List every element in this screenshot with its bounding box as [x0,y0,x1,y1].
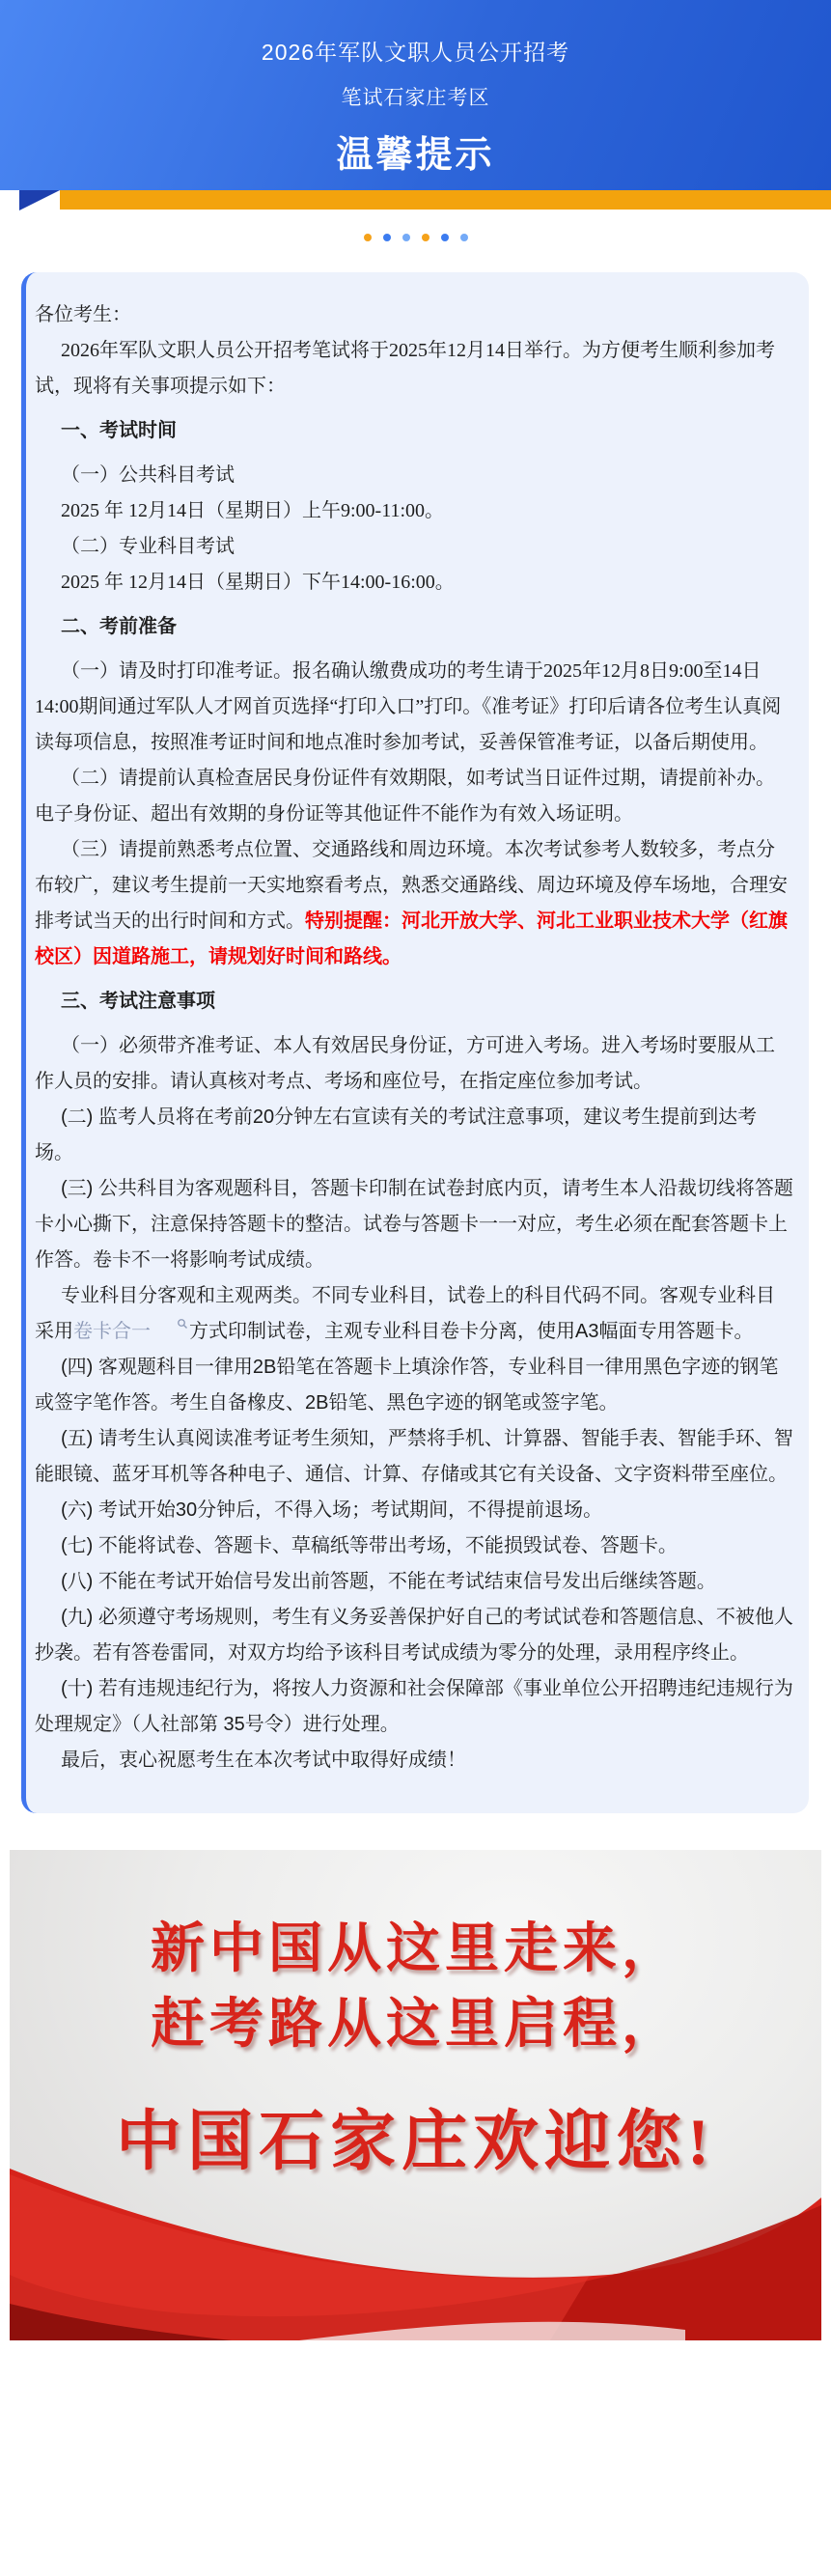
section-heading-preparation: 二、考前准备 [61,616,177,637]
notice-paragraph: （一）请及时打印准考证。报名确认缴费成功的考生请于2025年12月8日9:00至14日14:00期间通过军队人才网首页选择“打印入口”打印。《准考证》打印后请各位考生认真阅读每项信息，按照准考证时间和地点准时参加考试，妥善保管准考证，以备后期使用。 [35,660,782,753]
poster-line1: 新中国从这里走来， [151,1919,680,1979]
notice-paragraph: (十) 若有违规违纪行为，将按人力资源和社会保障部《事业单位公开招聘违纪违规行为处理规定》（人社部第 35号令）进行处理。 [35,1678,793,1735]
notice-paragraph: (四) 客观题科目一律用2B铅笔在答题卡上填涂作答，专业科目一律用黑色字迹的钢笔或签字笔作答。考生自备橡皮、2B铅笔、黑色字迹的钢笔或签字笔。 [35,1357,779,1414]
page-title: 温馨提示 [336,135,495,176]
paragraph-text: （三）请提前熟悉考点位置、交通路线和周边环境。本次考试参考人数较多，考点分布较广，建议考生提前一天实地察看考点，熟悉交通路线、周边环境及停车场地，合理安排考试当天的出行时间和方式。 [35,839,788,932]
notice-paragraph: (八) 不能在考试开始信号发出前答题，不能在考试结束信号发出后继续答题。 [61,1571,716,1592]
accent-bar [60,190,831,210]
section-heading-exam-notes: 三、考试注意事项 [61,991,215,1012]
notice-paragraph: （二）请提前认真检查居民身份证件有效期限，如考试当日证件过期，请提前补办。电子身份证、超出有效期的身份证等其他证件不能作为有效入场证明。 [35,768,775,825]
dot-icon [364,234,372,241]
dot-icon [422,234,429,241]
special-reminder-text: 特别提醒：河北开放大学、河北工业职业技术大学（红旗校区）因道路施工，请规划好时间和路线。 [35,910,788,967]
intro-paragraph: 2026年军队文职人员公开招考笔试将于2025年12月14日举行。为方便考生顺利参加考试，现将有关事项提示如下： [35,340,775,397]
notice-paragraph: (六) 考试开始30分钟后，不得入场；考试期间，不得提前退场。 [61,1499,603,1521]
search-icon[interactable] [151,1318,188,1330]
ribbon-fold-triangle [19,190,60,210]
separator-dots [0,234,831,241]
dot-icon [402,234,410,241]
welcome-poster [10,1850,821,2340]
notice-paragraph: (二) 监考人员将在考前20分钟左右宣读有关的考试注意事项，建议考生提前到达考场。 [35,1106,758,1163]
section-heading-exam-time: 一、考试时间 [61,420,177,441]
header-line1: 2026年军队文职人员公开招考 [261,40,570,65]
dot-icon [383,234,391,241]
notice-paragraph [35,1278,793,1350]
notice-paragraph: (五) 请考生认真阅读准考证考生须知，严禁将手机、计算器、智能手表、智能手环、智能眼镜、蓝牙耳机等各种电子、通信、计算、存储或其它有关设备、文字资料带至座位。 [35,1428,793,1485]
notice-paragraph: 2025 年 12月14日（星期日）下午14:00-16:00。 [61,572,455,593]
poster-line3: 中国石家庄欢迎您! [116,2105,715,2178]
notice-paragraph: (九) 必须遵守考场规则，考生有义务妥善保护好自己的考试试卷和答题信息、不被他人抄袭。若有答卷雷同，对双方均给予该科目考试成绩为零分的处理，录用程序终止。 [35,1607,793,1664]
paragraph-text: 方式印制试卷，主观专业科目卷卡分离，使用A3幅面专用答题卡。 [189,1321,754,1342]
notice-paragraph: (三) 公共科目为客观题科目，答题卡印制在试卷封底内页，请考生本人沿裁切线将答题卡小心撕下，注意保持答题卡的整洁。试卷与答题卡一一对应，考生必须在配套答题卡上作答。卷卡不一将影响考试成绩。 [35,1178,793,1271]
closing-wish: 最后，衷心祝愿考生在本次考试中取得好成绩！ [61,1750,466,1771]
notice-paragraph: （一）公共科目考试 [61,464,235,486]
dot-icon [460,234,468,241]
notice-paragraph [35,832,793,975]
notice-paragraph: (七) 不能将试卷、答题卡、草稿纸等带出考场，不能损毁试卷、答题卡。 [61,1535,678,1556]
header-banner [0,0,831,190]
notice-paragraph: （二）专业科目考试 [61,536,235,557]
salutation: 各位考生： [35,304,131,325]
notice-card [21,272,809,1813]
poster-line2: 赶考路从这里启程， [151,1995,680,2055]
notice-paragraph: （一）必须带齐准考证、本人有效居民身份证，方可进入考场。进入考场时要服从工作人员的安排。请认真核对考点、考场和座位号，在指定座位参加考试。 [35,1035,775,1092]
juankaheyi-lookup-link[interactable]: 卷卡合一 [73,1321,151,1342]
notice-paragraph: 2025 年 12月14日（星期日）上午9:00-11:00。 [61,500,445,521]
paragraph-text: 专业科目分客观和主观两类。不同专业科目，试卷上的科目代码不同。客观专业科目采用 [35,1285,775,1342]
accent-ribbon-row [0,190,831,210]
dot-icon [441,234,449,241]
header-line2: 笔试石家庄考区 [341,87,490,109]
